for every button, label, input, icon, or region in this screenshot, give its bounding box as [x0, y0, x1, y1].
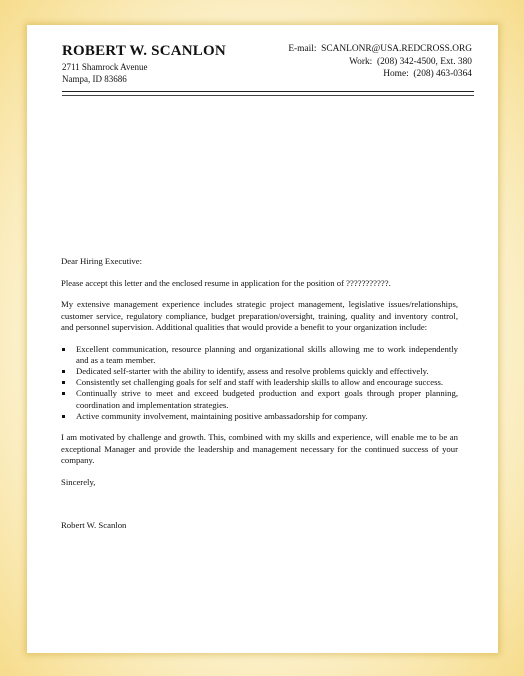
list-item-text: Excellent communication, resource planning and organizational skills allowing me to work independently and as a team member.: [76, 343, 458, 365]
contact-block: [288, 43, 472, 81]
bullet-icon: [62, 348, 65, 351]
list-item: [61, 366, 458, 377]
signature-name: Robert W. Scanlon: [61, 520, 127, 531]
closing: Sincerely,: [61, 476, 96, 487]
contact-label: Work:: [349, 56, 373, 67]
contact-work: [288, 56, 472, 69]
contact-value: (208) 342-4500, Ext. 380: [376, 56, 472, 67]
address-line-1: 2711 Shamrock Avenue: [62, 62, 148, 72]
paragraph-2: My extensive management experience includes strategic project management, legislative issues/relationships, customer service, regulatory compliance, budget preparation/oversight, training, quality and inventory control, and personnel supervision. Additional qualities that would provide a benefit to your organization include:: [61, 299, 458, 332]
contact-email: [288, 43, 472, 56]
bullet-icon: [62, 381, 65, 384]
list-item-text: Dedicated self-starter with the ability to identify, assess and resolve problems quickly and effectively.: [76, 365, 429, 376]
bullet-icon: [62, 392, 65, 395]
list-item: [61, 344, 458, 366]
letter-body: [61, 256, 458, 542]
list-item: [61, 411, 458, 422]
sender-address: [62, 61, 147, 85]
qualities-list: [61, 344, 458, 422]
header-divider-thin: [62, 95, 474, 96]
bullet-icon: [62, 370, 65, 373]
list-item-text: Active community involvement, maintaining positive ambassadorship for company.: [76, 410, 368, 421]
paragraph-1: Please accept this letter and the enclosed resume in application for the position of ???????????.: [61, 277, 391, 288]
contact-value: SCANLONR@USA.REDCROSS.ORG: [321, 44, 472, 54]
list-item-text: Continually strive to meet and exceed budgeted production and export goals through proper planning, coordination and implementation strategies.: [76, 388, 458, 410]
header-divider-thick: [62, 91, 474, 92]
list-item-text: Consistently set challenging goals for self and staff with leadership skills to allow and encourage success.: [76, 377, 444, 388]
signature-space: [61, 498, 458, 520]
contact-value: (208) 463-0364: [413, 69, 472, 80]
address-line-2: Nampa, ID 83686: [62, 74, 127, 84]
paragraph-3: I am motivated by challenge and growth. This, combined with my skills and experience, will enable me to be an exceptional Manager and provide the leadership and management necessary for the continued success of your company.: [61, 432, 458, 465]
salutation: Dear Hiring Executive:: [61, 256, 143, 266]
bullet-icon: [62, 415, 65, 418]
contact-label: E-mail:: [288, 44, 317, 54]
contact-label: Home:: [383, 69, 409, 80]
contact-home: [288, 68, 472, 81]
sender-name: ROBERT W. SCANLON: [62, 43, 226, 59]
list-item: [61, 377, 458, 388]
list-item: [61, 388, 458, 410]
letter-page: [27, 25, 498, 653]
